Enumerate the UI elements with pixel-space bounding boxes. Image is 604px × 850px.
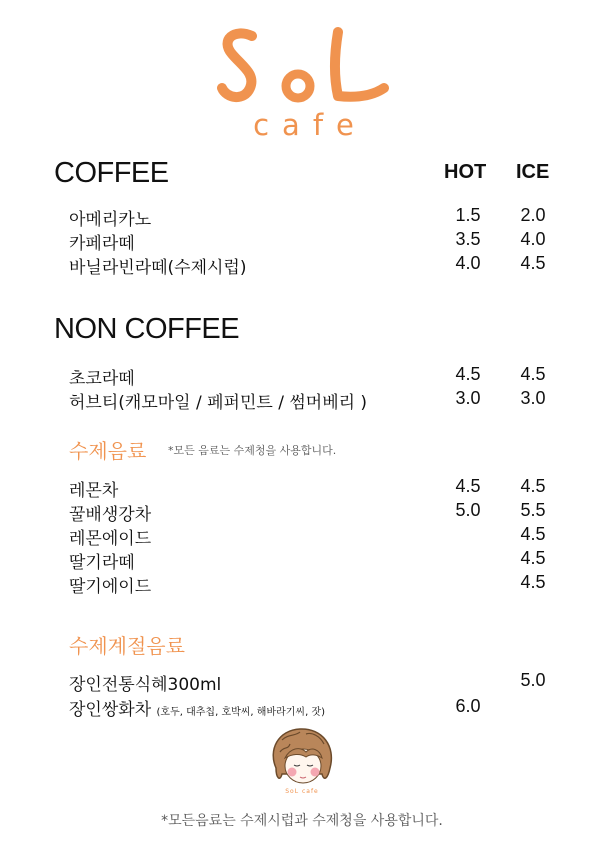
- avatar-logo-text: SoL cafe: [285, 788, 319, 795]
- avatar-illustration: [266, 724, 338, 808]
- logo-subtitle: cafe: [253, 108, 367, 142]
- footer-note: *모든음료는 수제시럽과 수제청을 사용합니다.: [161, 813, 443, 829]
- column-header-ice: ICE: [516, 161, 550, 183]
- menu-item-name: 레몬에이드: [69, 529, 152, 549]
- menu-item-name: 레몬차: [69, 481, 119, 501]
- price-hot: 3.5: [455, 229, 481, 249]
- sol-logo-graphic: [212, 22, 392, 122]
- section-title-coffee: COFFEE: [54, 157, 169, 189]
- price-ice: 4.5: [520, 364, 546, 384]
- menu-item-row: [69, 695, 325, 720]
- section-title-seasonal: 수제계절음료: [69, 634, 185, 658]
- price-ice: 3.0: [520, 388, 546, 408]
- menu-item-name: 딸기라떼: [69, 553, 135, 573]
- section-title-handmade: 수제음료: [69, 439, 147, 463]
- section-note: *모든 음료는 수제청을 사용합니다.: [168, 444, 337, 457]
- price-ice: 2.0: [520, 205, 546, 225]
- menu-item-name: 아메리카노: [69, 210, 152, 230]
- menu-item-name: 허브티(캐모마일 / 페퍼민트 / 썸머베리 ): [69, 393, 368, 413]
- price-ice: 4.5: [520, 524, 546, 544]
- menu-item-name: 장인쌍화차: [69, 700, 152, 720]
- price-ice: 4.5: [520, 548, 546, 568]
- price-ice: 5.5: [520, 500, 546, 520]
- price-hot: 4.5: [455, 476, 481, 496]
- section-title-non-coffee: NON COFFEE: [54, 313, 240, 345]
- menu-item-name: 바닐라빈라떼(수제시럽): [69, 258, 247, 278]
- column-header-hot: HOT: [444, 161, 487, 183]
- price-hot: 5.0: [455, 500, 481, 520]
- price-hot: 4.5: [455, 364, 481, 384]
- menu-item-name: 딸기에이드: [69, 577, 152, 597]
- menu-item-detail: (호두, 대추칩, 호박씨, 해바라기씨, 잣): [156, 707, 326, 718]
- price-ice: 5.0: [520, 670, 546, 690]
- menu-item-name: 초코라떼: [69, 369, 135, 389]
- girl-face-icon: [266, 724, 338, 808]
- menu-item-name: 카페라떼: [69, 234, 135, 254]
- menu-item-name: 꿀배생강차: [69, 505, 152, 525]
- price-ice: 4.0: [520, 229, 546, 249]
- menu-item-name: 장인전통식혜300ml: [69, 675, 222, 695]
- price-ice: 4.5: [520, 572, 546, 592]
- price-hot: 6.0: [455, 696, 481, 716]
- price-hot: 1.5: [455, 205, 481, 225]
- price-ice: 4.5: [520, 476, 546, 496]
- price-ice: 4.5: [520, 253, 546, 273]
- price-hot: 3.0: [455, 388, 481, 408]
- price-hot: 4.0: [455, 253, 481, 273]
